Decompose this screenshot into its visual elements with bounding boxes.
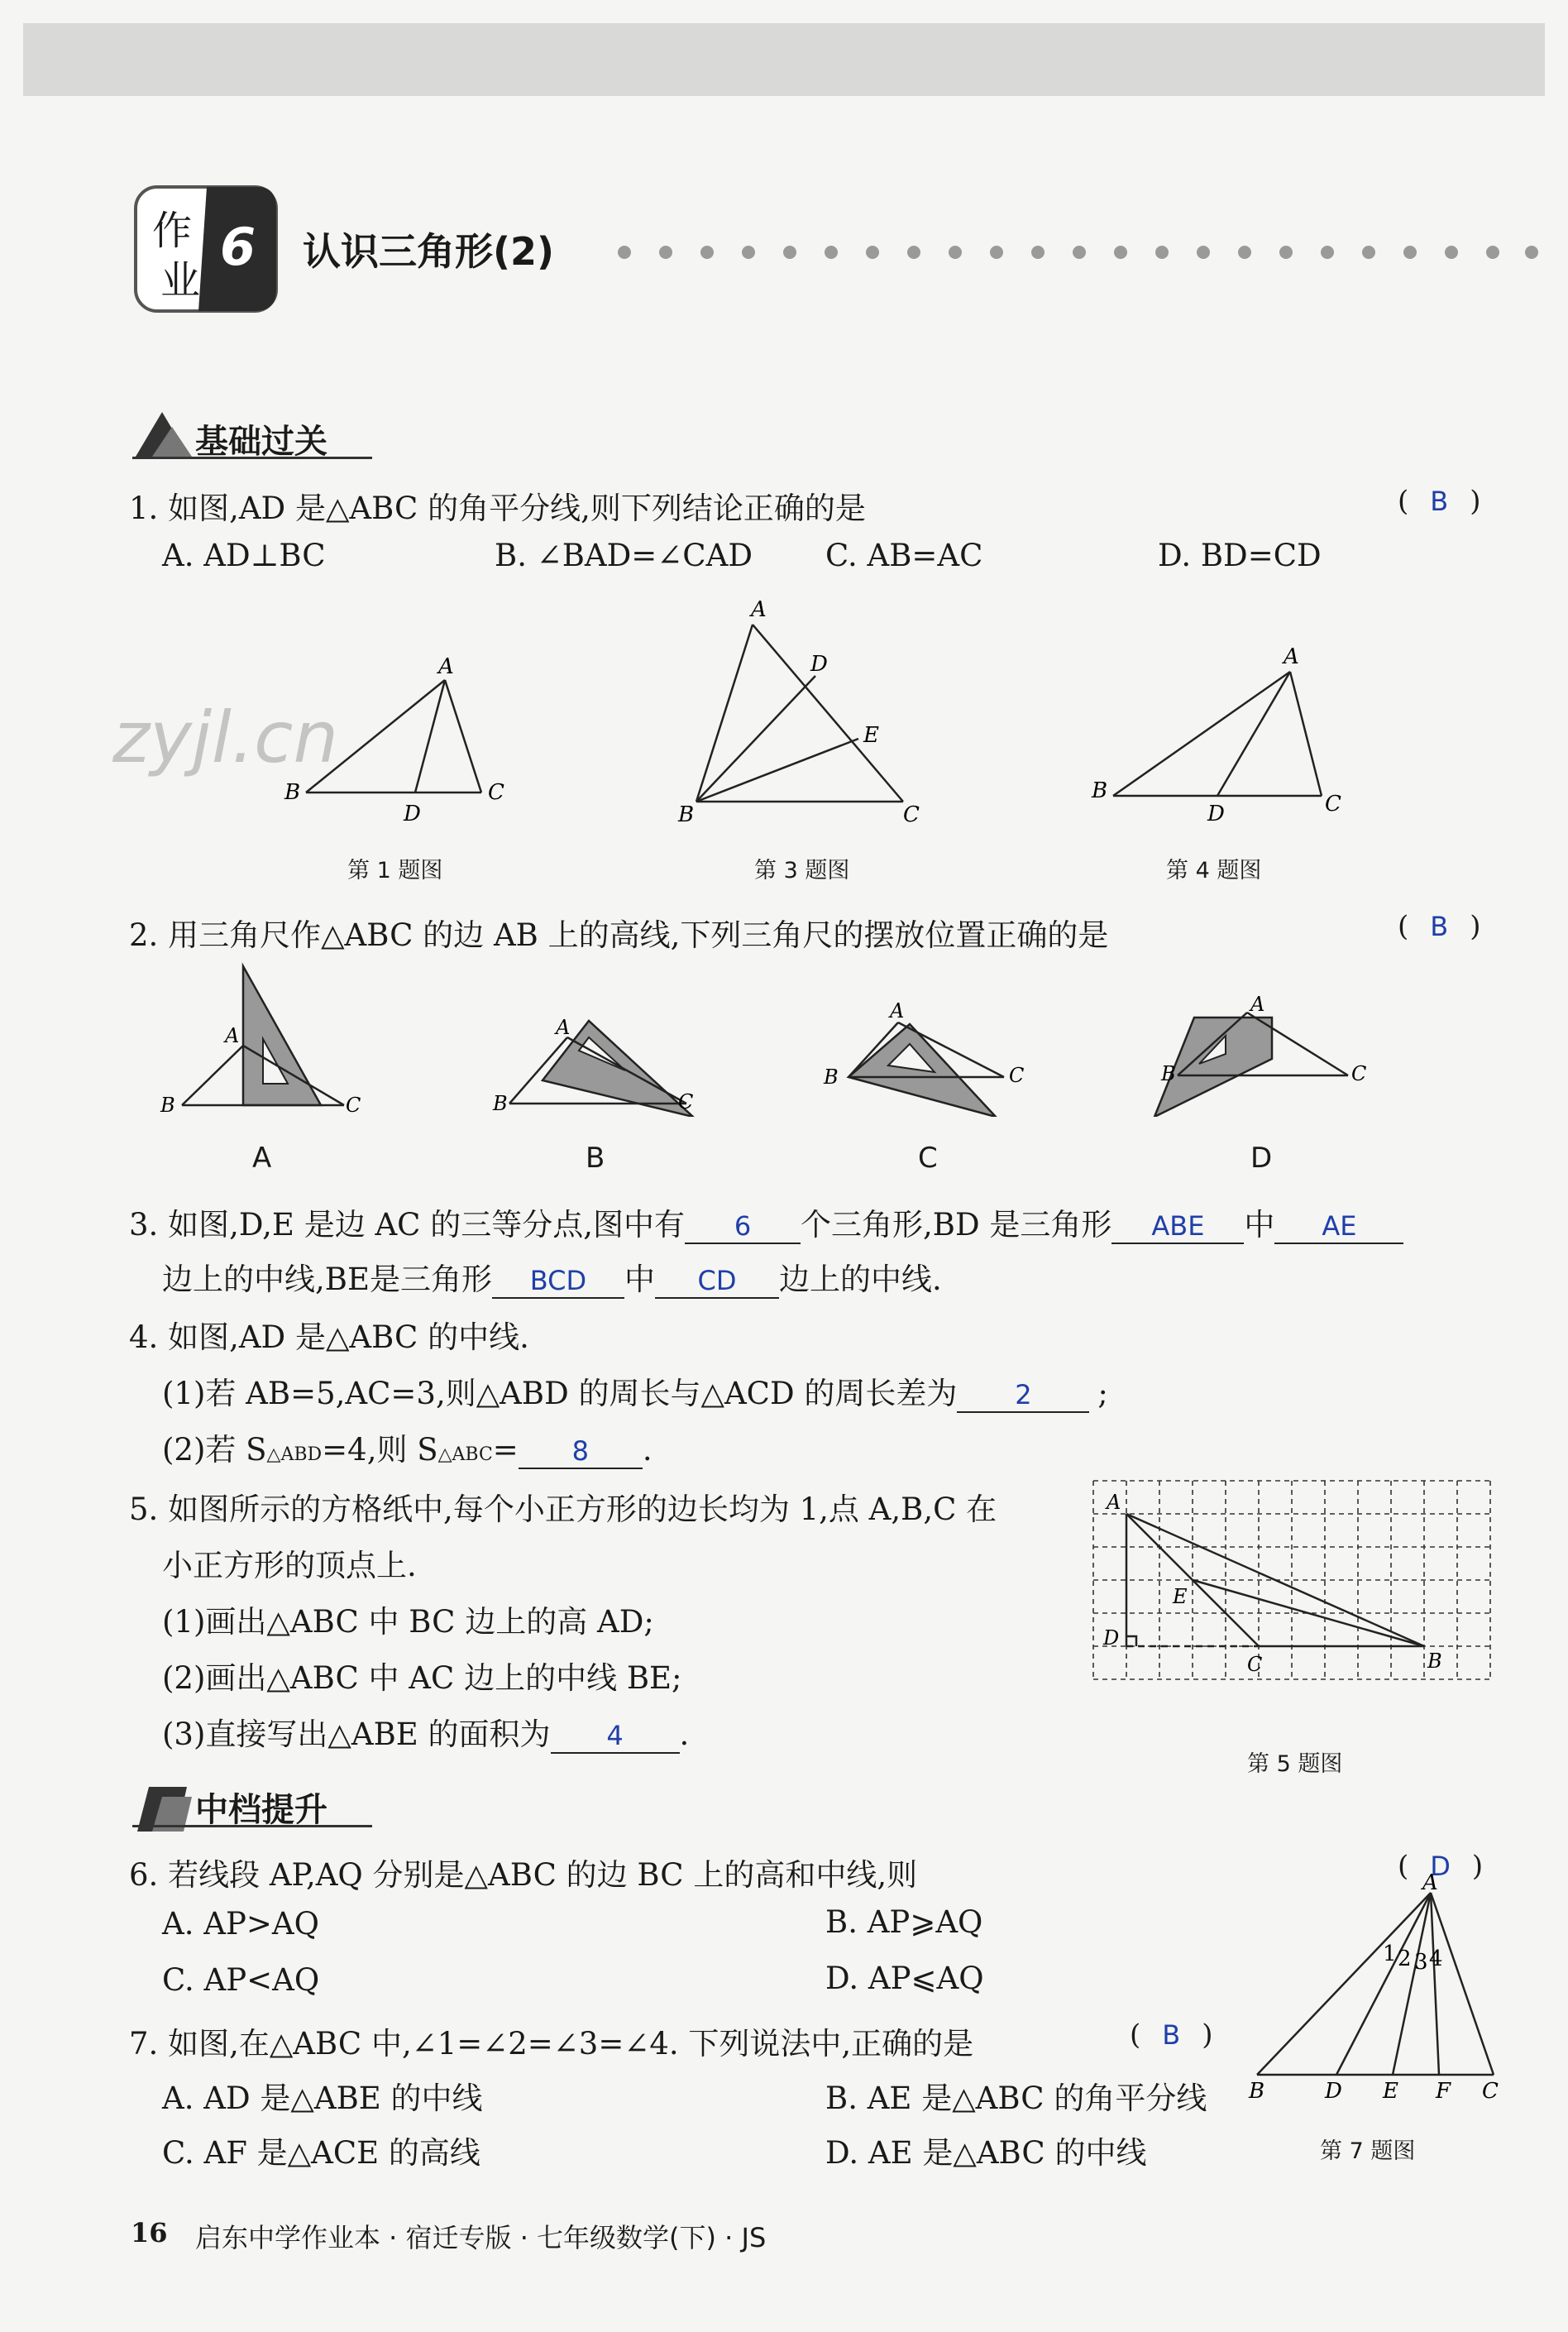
q1-option-a: A. AD⊥BC bbox=[162, 538, 326, 573]
section-medium-title: 中档提升 bbox=[195, 1791, 327, 1829]
svg-text:C: C bbox=[346, 1094, 361, 1117]
q3-blank2-line bbox=[1111, 1207, 1244, 1244]
svg-text:3: 3 bbox=[1414, 1950, 1428, 1975]
svg-text:D: D bbox=[810, 652, 828, 677]
figure-q5-grid bbox=[1090, 1476, 1495, 1699]
q6-answer: D bbox=[1430, 1851, 1451, 1882]
svg-text:A: A bbox=[1284, 644, 1299, 669]
badge-char-bottom: 业 bbox=[160, 257, 201, 304]
q5-sub3-answer: 4 bbox=[606, 1720, 624, 1751]
q2-text: 2. 用三角尺作△ABC 的边 AB 上的高线,下列三角尺的摆放位置正确的是 bbox=[129, 917, 1109, 953]
q3-blank3-line bbox=[1274, 1207, 1403, 1244]
svg-text:C: C bbox=[903, 802, 920, 827]
homework-badge bbox=[134, 184, 280, 314]
section-icon-basic bbox=[129, 404, 195, 462]
q4-sub2-a: (2)若 S bbox=[162, 1432, 267, 1468]
svg-text:B: B bbox=[1427, 1650, 1442, 1673]
svg-text:C: C bbox=[678, 1090, 694, 1113]
svg-text:B: B bbox=[824, 1065, 839, 1089]
svg-text:D: D bbox=[1103, 1626, 1120, 1650]
q2-figure-a bbox=[157, 960, 380, 1125]
q3-line2 bbox=[162, 1254, 942, 1299]
q7-option-a: A. AD 是△ABE 的中线 bbox=[162, 2081, 483, 2116]
q6-option-c: C. AP<AQ bbox=[162, 1962, 320, 1998]
q1-answer: B bbox=[1430, 486, 1449, 517]
q3-blank1-line bbox=[685, 1207, 801, 1244]
svg-text:B: B bbox=[160, 1094, 175, 1117]
badge-number: 6 bbox=[220, 217, 256, 277]
q4-sub1-blank bbox=[957, 1376, 1089, 1413]
q2-choice-a: A bbox=[252, 1142, 272, 1175]
q5-sub1: (1)画出△ABC 中 BC 边上的高 AD; bbox=[162, 1604, 654, 1640]
top-band bbox=[23, 23, 1545, 96]
q4-sub2-c: = bbox=[492, 1432, 519, 1468]
q5-sub2: (2)画出△ABC 中 AC 边上的中线 BE; bbox=[162, 1660, 682, 1696]
svg-text:C: C bbox=[488, 780, 504, 805]
q3-blank2: ABE bbox=[1151, 1210, 1205, 1242]
figure-caption-3: 第 3 题图 bbox=[754, 858, 850, 883]
q3-blank5: CD bbox=[697, 1265, 737, 1296]
svg-text:A: A bbox=[1250, 993, 1265, 1016]
figure-q1 bbox=[273, 645, 521, 827]
badge-char-top: 作 bbox=[152, 208, 193, 254]
q2-answer: B bbox=[1430, 911, 1449, 942]
q3-part3: 中 bbox=[1244, 1207, 1275, 1243]
q1-option-c: C. AB=AC bbox=[825, 538, 983, 573]
q2-figure-c bbox=[819, 993, 1042, 1117]
figure-caption-7: 第 7 题图 bbox=[1320, 2138, 1416, 2164]
svg-text:A: A bbox=[890, 999, 905, 1022]
q3-line1 bbox=[129, 1200, 1403, 1244]
q5-line1: 5. 如图所示的方格纸中,每个小正方形的边长均为 1,点 A,B,C 在 bbox=[129, 1492, 997, 1527]
q5-sub3-blank bbox=[551, 1717, 680, 1754]
q3-blank4: BCD bbox=[529, 1265, 587, 1296]
q4-sub2-end: . bbox=[642, 1432, 653, 1468]
q4-text: 4. 如图,AD 是△ABC 的中线. bbox=[129, 1319, 529, 1355]
q3-blank5-line bbox=[655, 1262, 779, 1299]
q3-part6: 边上的中线. bbox=[778, 1262, 942, 1297]
svg-text:C: C bbox=[1351, 1062, 1367, 1085]
svg-text:C: C bbox=[1325, 792, 1341, 816]
q6-text: 6. 若线段 AP,AQ 分别是△ABC 的边 BC 上的高和中线,则 bbox=[129, 1857, 918, 1893]
q4-sub2-sub2: △ABC bbox=[437, 1444, 493, 1465]
svg-text:2: 2 bbox=[1398, 1947, 1412, 1971]
q6-option-b: B. AP⩾AQ bbox=[825, 1904, 983, 1940]
q4-sub1-text: (1)若 AB=5,AC=3,则△ABD 的周长与△ACD 的周长差为 bbox=[162, 1376, 958, 1411]
figure-q3 bbox=[662, 591, 943, 831]
svg-text:F: F bbox=[1436, 2079, 1451, 2104]
section-basic-title: 基础过关 bbox=[195, 423, 327, 461]
q1-option-d: D. BD=CD bbox=[1158, 538, 1322, 573]
svg-text:B: B bbox=[1092, 778, 1108, 803]
svg-text:D: D bbox=[1325, 2079, 1342, 2104]
q3-part5: 中 bbox=[624, 1262, 655, 1297]
svg-text:4: 4 bbox=[1429, 1947, 1443, 1971]
q7-text: 7. 如图,在△ABC 中,∠1=∠2=∠3=∠4. 下列说法中,正确的是 bbox=[129, 2026, 974, 2061]
q2-answer-paren: ( B ) bbox=[1398, 910, 1481, 943]
q3-part2: 个三角形,BD 是三角形 bbox=[801, 1207, 1112, 1243]
q5-line2: 小正方形的顶点上. bbox=[162, 1548, 417, 1583]
svg-text:E: E bbox=[1383, 2079, 1398, 2104]
svg-text:D: D bbox=[404, 802, 421, 826]
q6-option-a: A. AP>AQ bbox=[162, 1906, 319, 1942]
q5-sub3 bbox=[162, 1709, 689, 1754]
q4-sub2-answer: 8 bbox=[571, 1435, 589, 1467]
q7-answer-paren: ( B ) bbox=[1130, 2018, 1213, 2052]
q6-answer-paren: ( D ) bbox=[1398, 1850, 1484, 1883]
svg-text:C: C bbox=[1482, 2079, 1499, 2104]
svg-text:A: A bbox=[438, 654, 454, 679]
q4-sub1-end: ; bbox=[1097, 1376, 1108, 1411]
q1-answer-paren: ( B ) bbox=[1398, 485, 1481, 518]
svg-text:B: B bbox=[678, 802, 695, 827]
svg-text:E: E bbox=[863, 723, 879, 748]
q1-text: 1. 如图,AD 是△ABC 的角平分线,则下列结论正确的是 bbox=[129, 491, 866, 526]
q6-option-d: D. AP⩽AQ bbox=[825, 1961, 984, 1996]
q3-part1: 3. 如图,D,E 是边 AC 的三等分点,图中有 bbox=[129, 1207, 686, 1243]
title-dot-leader bbox=[612, 240, 1546, 265]
watermark: zyjl.cn bbox=[112, 697, 338, 779]
q4-sub1 bbox=[162, 1368, 1108, 1413]
svg-text:E: E bbox=[1173, 1585, 1188, 1608]
svg-text:A: A bbox=[751, 597, 767, 622]
figure-caption-1: 第 1 题图 bbox=[347, 858, 443, 883]
svg-text:B: B bbox=[284, 780, 301, 805]
q2-choice-b: B bbox=[586, 1142, 605, 1175]
svg-text:A: A bbox=[556, 1016, 571, 1039]
section-icon-medium bbox=[129, 1782, 195, 1836]
q2-figure-d bbox=[1150, 993, 1381, 1117]
svg-text:B: B bbox=[493, 1092, 508, 1115]
svg-text:D: D bbox=[1207, 802, 1225, 826]
q5-sub3-text: (3)直接写出△ABE 的面积为 bbox=[162, 1717, 551, 1752]
svg-text:B: B bbox=[1249, 2079, 1265, 2104]
q7-option-b: B. AE 是△ABC 的角平分线 bbox=[825, 2081, 1207, 2116]
q7-answer: B bbox=[1162, 2019, 1181, 2051]
q5-sub3-end: . bbox=[679, 1717, 690, 1752]
figure-q7 bbox=[1241, 1870, 1522, 2109]
q7-option-d: D. AE 是△ABC 的中线 bbox=[825, 2135, 1147, 2171]
q2-choice-d: D bbox=[1250, 1142, 1273, 1175]
q3-blank3: AE bbox=[1322, 1210, 1357, 1242]
svg-text:B: B bbox=[1161, 1062, 1176, 1085]
q4-sub2 bbox=[162, 1425, 653, 1469]
q2-figure-b bbox=[485, 1009, 708, 1117]
q2-choice-c: C bbox=[918, 1142, 938, 1175]
q3-part4: 边上的中线,BE是三角形 bbox=[162, 1262, 492, 1297]
svg-text:A: A bbox=[225, 1024, 240, 1047]
figure-caption-4: 第 4 题图 bbox=[1166, 858, 1262, 883]
figure-caption-5: 第 5 题图 bbox=[1247, 1751, 1343, 1777]
q4-sub1-answer: 2 bbox=[1015, 1379, 1032, 1410]
svg-text:A: A bbox=[1422, 1870, 1438, 1895]
q4-sub2-sub1: △ABD bbox=[266, 1444, 323, 1465]
svg-text:A: A bbox=[1107, 1491, 1121, 1514]
q4-sub2-blank bbox=[519, 1432, 643, 1469]
q1-option-b: B. ∠BAD=∠CAD bbox=[495, 538, 753, 573]
svg-text:1: 1 bbox=[1383, 1942, 1397, 1966]
page-number: 16 bbox=[131, 2217, 168, 2248]
svg-text:C: C bbox=[1247, 1653, 1263, 1676]
figure-q4 bbox=[1080, 637, 1361, 827]
footer-text: 启东中学作业本 · 宿迁专版 · 七年级数学(下) · JS bbox=[195, 2222, 767, 2253]
q4-sub2-b: =4,则 S bbox=[322, 1432, 438, 1468]
q7-option-c: C. AF 是△ACE 的高线 bbox=[162, 2135, 480, 2171]
q3-blank4-line bbox=[492, 1262, 624, 1299]
q3-blank1: 6 bbox=[734, 1210, 752, 1242]
svg-text:C: C bbox=[1009, 1064, 1025, 1087]
page-title: 认识三角形(2) bbox=[303, 229, 555, 274]
